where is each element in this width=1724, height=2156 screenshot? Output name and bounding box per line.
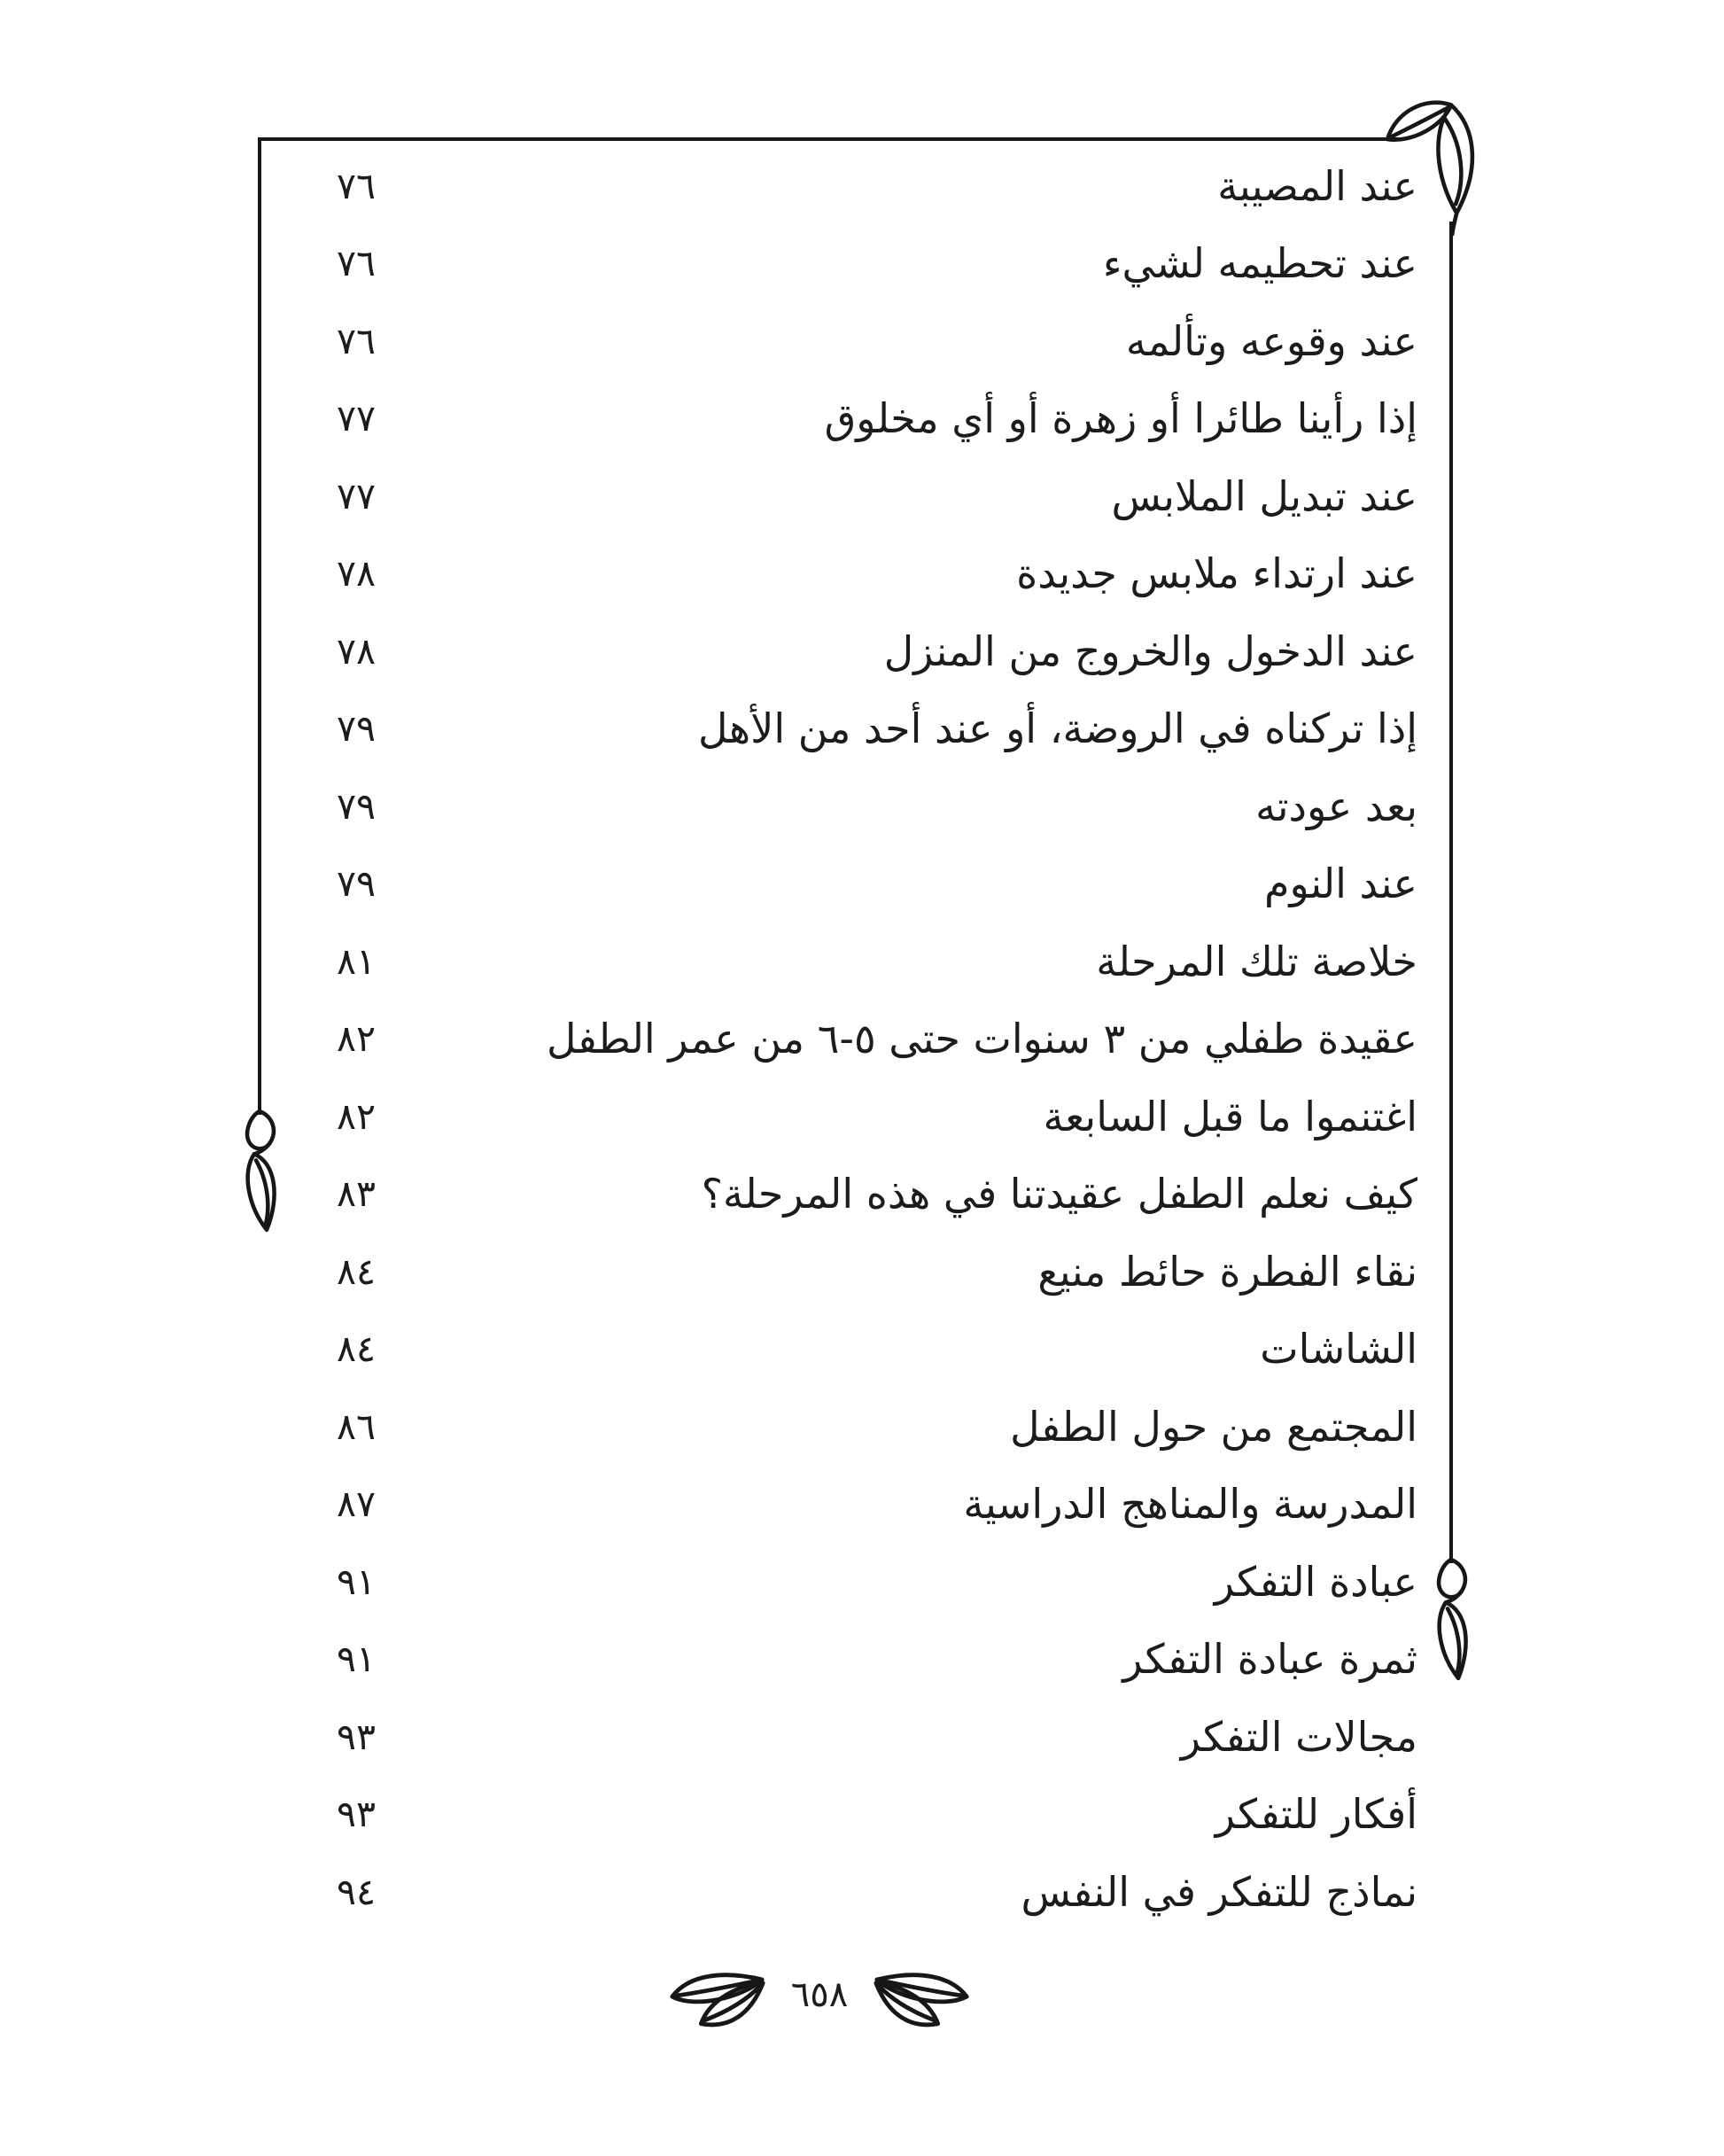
toc-entry xyxy=(337,1776,1417,1854)
toc-entry-title: عقيدة طفلي من ٣ سنوات حتى ٥-٦ من عمر الطفل xyxy=(547,1015,1417,1063)
frame-left-rule xyxy=(258,137,261,1115)
toc-entry-page-number: ٩٤ xyxy=(337,1870,377,1913)
toc-entry-title: المدرسة والمناهج الدراسية xyxy=(963,1480,1417,1529)
toc-entry xyxy=(337,302,1417,380)
toc-entry xyxy=(337,922,1417,1000)
toc-entry xyxy=(337,1156,1417,1234)
toc-entry-title: عند تبديل الملابس xyxy=(1111,471,1417,520)
toc-entry-title: الشاشات xyxy=(1260,1325,1417,1374)
toc-entry-page-number: ٧٩ xyxy=(337,862,377,906)
toc-entry xyxy=(337,225,1417,303)
toc-entry-title: خلاصة تلك المرحلة xyxy=(1096,937,1417,985)
toc-entry xyxy=(337,1233,1417,1311)
toc-entry xyxy=(337,1311,1417,1389)
toc-entry-page-number: ٩١ xyxy=(337,1560,377,1603)
toc-entry-title: كيف نعلم الطفل عقيدتنا في هذه المرحلة؟ xyxy=(701,1170,1417,1218)
frame-top-rule xyxy=(258,137,1402,141)
toc-entry-title: إذا رأينا طائرا أو زهرة أو أي مخلوق xyxy=(824,394,1417,443)
toc-entry-page-number: ٨٣ xyxy=(337,1172,377,1216)
toc-entry-title: ثمرة عبادة التفكر xyxy=(1122,1635,1417,1684)
toc-entry xyxy=(337,845,1417,923)
toc-entry-title: عند تحطيمه لشيء xyxy=(1102,239,1417,288)
toc-entry-page-number: ٨١ xyxy=(337,939,377,983)
toc-entry-page-number: ٨٧ xyxy=(337,1483,377,1526)
toc-entry-title: أفكار للتفكر xyxy=(1215,1790,1417,1839)
toc-entry-page-number: ٧٦ xyxy=(337,319,377,362)
page-footer xyxy=(669,1969,970,2029)
toc-entry-page-number: ٧٧ xyxy=(337,474,377,518)
toc-entry-title: عند وقوعه وتألمه xyxy=(1125,316,1417,365)
toc-entry-title: اغتنموا ما قبل السابعة xyxy=(1043,1092,1417,1140)
toc-entry xyxy=(337,1000,1417,1078)
toc-entry-title: عند المصيبة xyxy=(1217,161,1417,210)
toc-entry xyxy=(337,535,1417,613)
toc-entry xyxy=(337,380,1417,458)
toc-entry-title: نقاء الفطرة حائط منيع xyxy=(1037,1247,1417,1296)
toc-entry-page-number: ٩١ xyxy=(337,1638,377,1681)
toc-entry-page-number: ٨٢ xyxy=(337,1094,377,1138)
footer-page-number: ٦٥٨ xyxy=(790,1974,849,2015)
toc-entry-title: نماذج للتفكر في النفس xyxy=(1021,1867,1417,1916)
toc-entry-page-number: ٧٨ xyxy=(337,552,377,595)
toc-entry xyxy=(337,612,1417,690)
toc-entry-title: عند النوم xyxy=(1263,860,1417,908)
toc-entry-page-number: ٧٨ xyxy=(337,629,377,673)
toc-entry-title: مجالات التفكر xyxy=(1180,1712,1417,1761)
toc-entry-title: عند الدخول والخروج من المنزل xyxy=(883,627,1417,675)
toc-entry xyxy=(337,1078,1417,1156)
toc-entry-page-number: ٧٩ xyxy=(337,784,377,828)
toc-entry xyxy=(337,1466,1417,1544)
left-hanging-leaf-icon xyxy=(227,1109,292,1248)
footer-leaf-right-icon xyxy=(873,1969,970,2029)
toc-entry-title: عند ارتداء ملابس جديدة xyxy=(1016,549,1417,598)
toc-entry xyxy=(337,457,1417,535)
toc-entry-page-number: ٨٢ xyxy=(337,1017,377,1061)
toc-entry-page-number: ٩٣ xyxy=(337,1715,377,1758)
toc-entry xyxy=(337,690,1417,768)
toc-entry-page-number: ٩٣ xyxy=(337,1793,377,1836)
right-hanging-leaf-icon xyxy=(1418,1558,1484,1696)
toc-entry xyxy=(337,1543,1417,1621)
toc-entry-page-number: ٨٦ xyxy=(337,1405,377,1448)
toc-entry-title: المجتمع من حول الطفل xyxy=(1010,1402,1417,1451)
toc-entry-page-number: ٧٦ xyxy=(337,242,377,285)
toc-entry-title: بعد عودته xyxy=(1255,782,1417,830)
toc-entry-page-number: ٧٦ xyxy=(337,164,377,207)
toc-entry xyxy=(337,1621,1417,1699)
toc-entry xyxy=(337,1853,1417,1931)
toc-entry xyxy=(337,1698,1417,1776)
toc-entry-title: إذا تركناه في الروضة، أو عند أحد من الأهل xyxy=(698,704,1417,753)
toc-entry-title: عبادة التفكر xyxy=(1214,1557,1417,1606)
footer-leaf-left-icon xyxy=(669,1969,766,2029)
toc-entry xyxy=(337,767,1417,845)
toc-entry xyxy=(337,1388,1417,1466)
toc-list xyxy=(337,147,1417,1931)
toc-entry-page-number: ٨٤ xyxy=(337,1327,377,1371)
toc-entry-page-number: ٧٩ xyxy=(337,707,377,751)
toc-entry xyxy=(337,147,1417,225)
frame-right-rule xyxy=(1449,222,1453,1563)
toc-entry-page-number: ٨٤ xyxy=(337,1249,377,1293)
toc-entry-page-number: ٧٧ xyxy=(337,397,377,440)
